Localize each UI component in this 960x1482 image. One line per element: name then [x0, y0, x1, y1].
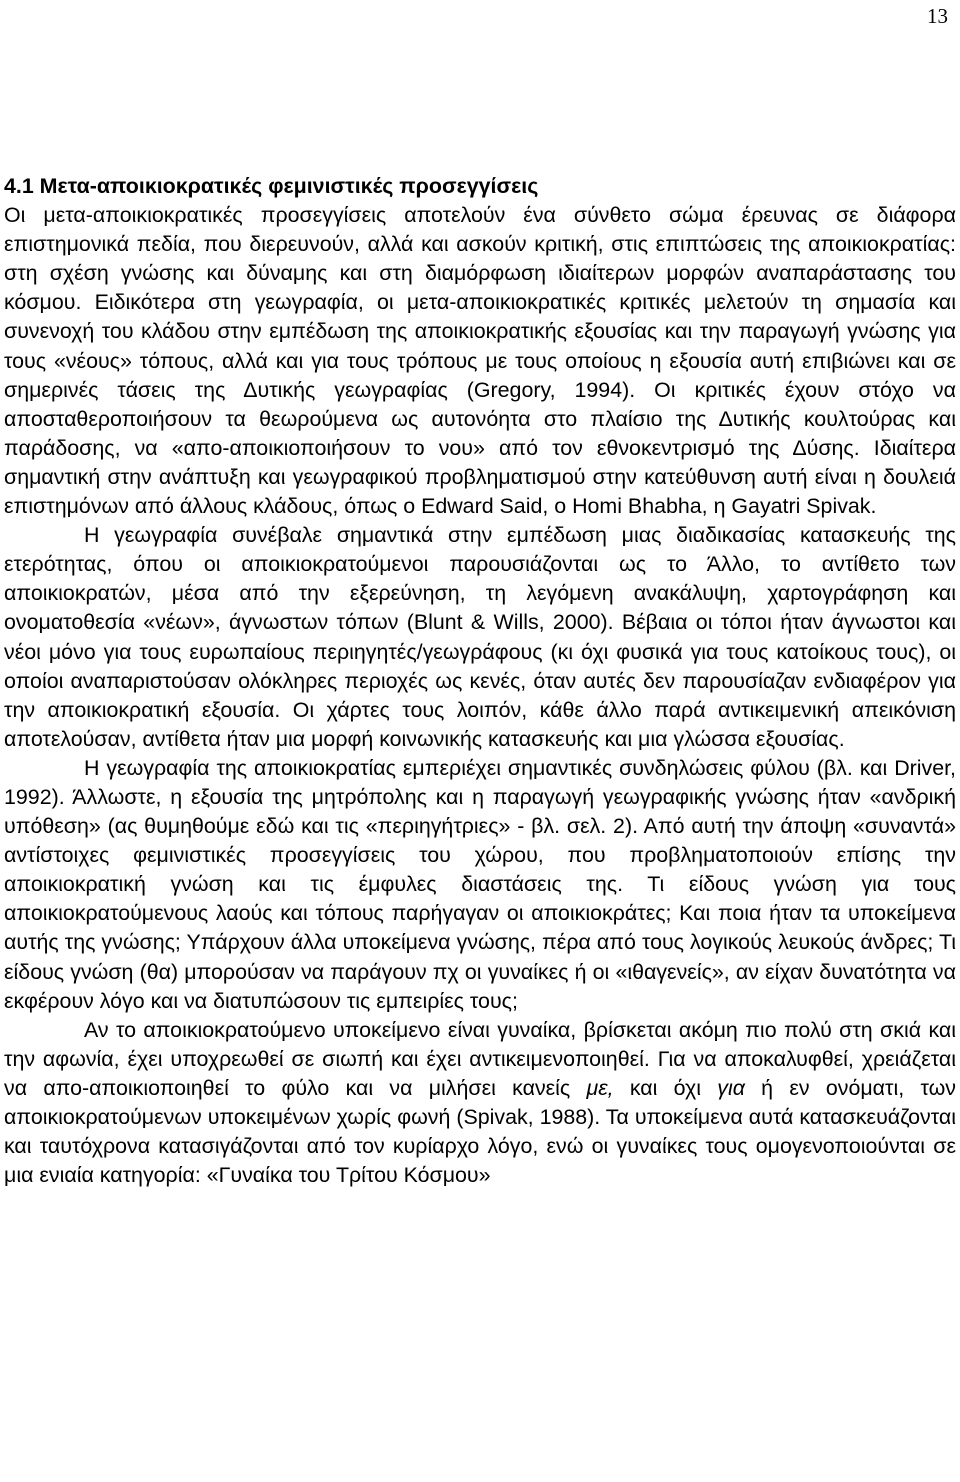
- paragraph-2: Η γεωγραφία συνέβαλε σημαντικά στην εμπέδωση μιας διαδικασίας κατασκευής της ετερότητας, όπου οι αποικιοκρατούμενοι παρουσιάζονται ως το Άλλο, το αντίθετο των αποικιοκρατών, μέσα από την εξερεύνηση, τη λεγόμενη ανακάλυψη, χαρτογράφηση και ονοματοθεσία «νέων», άγνωστων τόπων (Blunt & Wills, 2000). Βέβαια οι τόποι ήταν άγνωστοι και νέοι μόνο για τους ευρωπαίους περιηγητές/γεωγράφους (κι όχι φυσικά για τους κατοίκους τους), οι οποίοι αναπαριστούσαν ολόκληρες περιοχές ως κενές, όταν αυτές δεν παρουσίαζαν ενδιαφέρον για την αποικιοκρατική εξουσία. Οι χάρτες τους λοιπόν, κάθε άλλο παρά αντικειμενική απεικόνιση αποτελούσαν, αντίθετα ήταν μια μορφή κοινωνικής κατασκευής και μια γλώσσα εξουσίας.: [4, 523, 956, 751]
- paragraph-3: Η γεωγραφία της αποικιοκρατίας εμπεριέχει σημαντικές συνδηλώσεις φύλου (βλ. και Driver, 1992). Άλλωστε, η εξουσία της μητρόπολης και η παραγωγή γεωγραφικής γνώσης ήταν «ανδρική υπόθεση» (ας θυμηθούμε εδώ και τις «περιηγήτριες» - βλ. σελ. 2). Από αυτή την άποψη «συναντά» αντίστοιχες φεμινιστικές προσεγγίσεις του χώρου, που προβληματοποιούν επίσης την αποικιοκρατική γνώση και τις έμφυλες διαστάσεις της. Τι είδους γνώση για τους αποικιοκρατούμενους λαούς και τόπους παρήγαγαν οι αποικιοκράτες; Και ποια ήταν τα υποκείμενα αυτής της γνώσης; Υπάρχουν άλλα υποκείμενα γνώσης, πέρα από τους λογικούς λευκούς άνδρες; Τι είδους γνώση (θα) μπορούσαν να παράγουν πχ οι γυναίκες ή οι «ιθαγενείς», αν είχαν δυνατότητα να εκφέρουν λόγο και να διατυπώσουν τις εμπειρίες τους;: [4, 755, 956, 1013]
- paragraph-4-text-b: και όχι: [613, 1075, 718, 1100]
- paragraph-4-text-a: Αν το αποικιοκρατούμενο υποκείμενο είναι γυναίκα, βρίσκεται ακόμη πιο πολύ στη σκιά και την αφωνία, έχει υποχρεωθεί σε σιωπή και έχει αντικειμενοποιηθεί. Για να αποκαλυφθεί, χρειάζεται να απο-αποικιοποιηθεί το φύλο και να μιλήσει κανείς: [4, 1017, 956, 1100]
- document-body: [4, 172, 956, 1190]
- section-title: 4.1 Μετα-αποικιοκρατικές φεμινιστικές προσεγγίσεις: [4, 174, 539, 198]
- paragraph-4: [4, 1016, 956, 1191]
- page-number: 13: [927, 4, 948, 28]
- italic-gia: για: [717, 1075, 745, 1100]
- italic-me: με,: [586, 1075, 614, 1100]
- paragraph-1: Οι μετα-αποικιοκρατικές προσεγγίσεις αποτελούν ένα σύνθετο σώμα έρευνας σε διάφορα επιστημονικά πεδία, που διερευνούν, αλλά και ασκούν κριτική, στις επιπτώσεις της αποικιοκρατίας: στη σχέση γνώσης και δύναμης και στη διαμόρφωση ιδιαίτερων μορφών αναπαράστασης του κόσμου. Ειδικότερα στη γεωγραφία, οι μετα-αποικιοκρατικές κριτικές μελετούν τη σημασία και συνενοχή του κλάδου στην εμπέδωση της αποικιοκρατικής εξουσίας και την παραγωγή γνώσης για τους «νέους» τόπους, αλλά και για τους τρόπους με τους οποίους η εξουσία αυτή επιβιώνει και σε σημερινές τάσεις της Δυτικής γεωγραφίας (Gregory, 1994). Οι κριτικές έχουν στόχο να αποσταθεροποιήσουν τα θεωρούμενα ως αυτονόητα στο πλαίσιο της Δυτικής κουλτούρας και παράδοσης, να «απο-αποικιοποιήσουν το νου» από τον εθνοκεντρισμό της Δύσης. Ιδιαίτερα σημαντική στην ανάπτυξη και γεωγραφικού προβληματισμού στην κατεύθυνση αυτή είναι η δουλειά επιστημόνων από άλλους κλάδους, όπως ο Edward Said, ο Homi Bhabha, η Gayatri Spivak.: [4, 203, 956, 519]
- paragraph-4-text-c: ή εν ονόματι, των αποικιοκρατούμενων υποκειμένων χωρίς φωνή (Spivak, 1988). Τα υποκείμενα αυτά κατασκευάζονται και ταυτόχρονα κατασιγάζονται από τον κυρίαρχο λόγο, ενώ οι γυναίκες τους ομογενοποιούνται σε μια ενιαία κατηγορία: «Γυναίκα του Τρίτου Κόσμου»: [4, 1075, 956, 1188]
